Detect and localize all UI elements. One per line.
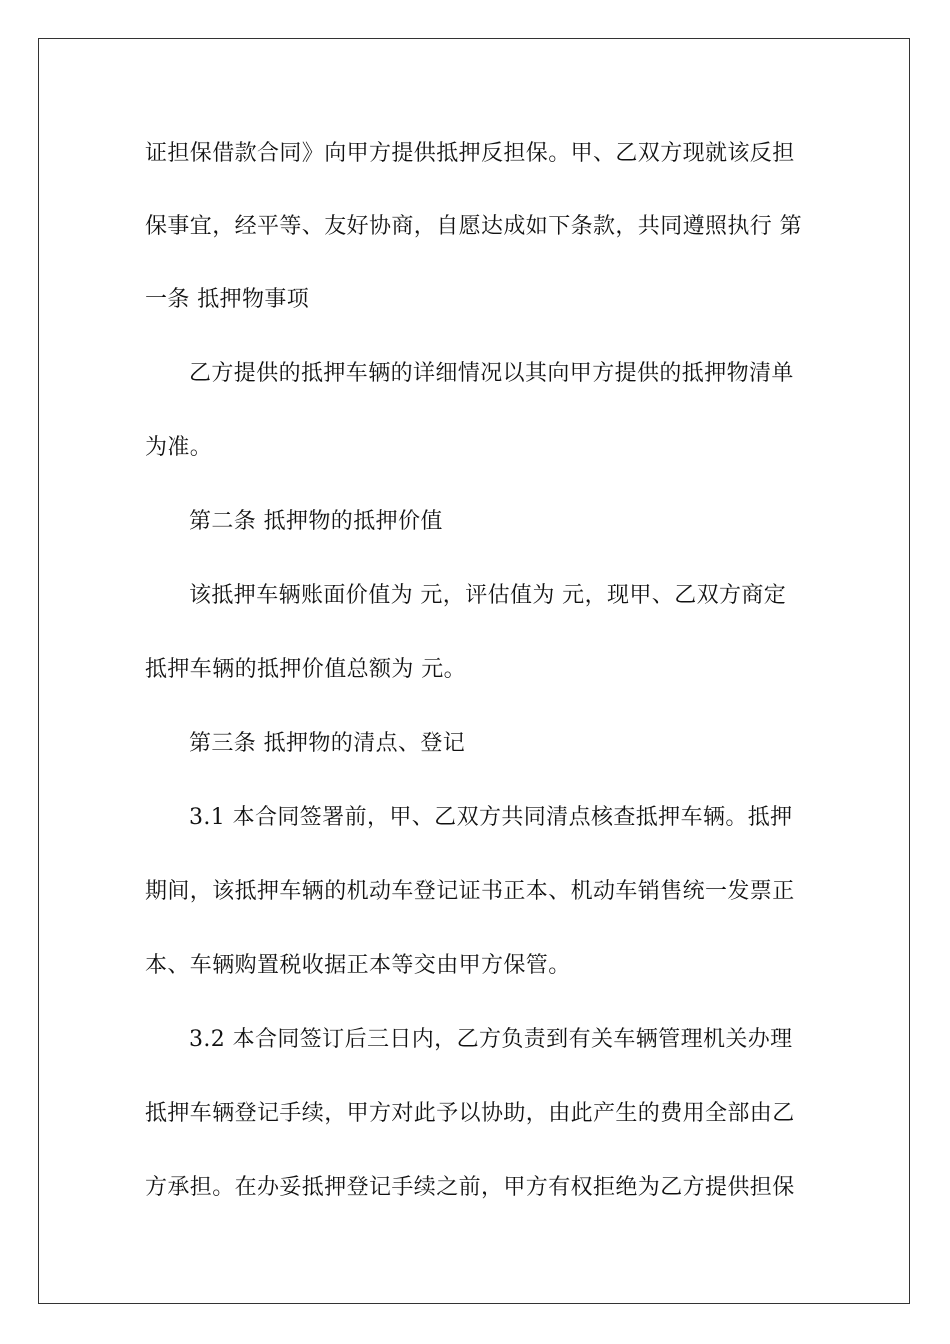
clause-3-1-line-1: 3.1 本合同签署前，甲、乙双方共同清点核查抵押车辆。抵押 [189,805,793,830]
text-line-4: 乙方提供的抵押车辆的详细情况以其向甲方提供的抵押物清单 [189,361,794,386]
clause-3-1-line-3: 本、车辆购置税收据正本等交由甲方保管。 [145,953,571,978]
article-2-heading: 第二条 抵押物的抵押价值 [189,509,443,534]
text-line-8: 抵押车辆的抵押价值总额为 元。 [145,657,466,682]
text-line-5: 为准。 [145,435,213,460]
text-line-7: 该抵押车辆账面价值为 元，评估值为 元，现甲、乙双方商定 [189,583,787,608]
article-1-heading: 一条 抵押物事项 [145,287,310,312]
clause-3-2-line-2: 抵押车辆登记手续，甲方对此予以协助，由此产生的费用全部由乙 [145,1101,795,1126]
text-line-2: 保事宜，经平等、友好协商，自愿达成如下条款，共同遵照执行 第 [145,214,802,239]
text-line-1: 证担保借款合同》向甲方提供抵押反担保。甲、乙双方现就该反担 [145,141,795,166]
clause-3-1-line-2: 期间，该抵押车辆的机动车登记证书正本、机动车销售统一发票正 [145,879,795,904]
article-3-heading: 第三条 抵押物的清点、登记 [189,731,466,756]
clause-3-2-line-3: 方承担。在办妥抵押登记手续之前，甲方有权拒绝为乙方提供担保 [145,1175,795,1200]
clause-3-2-line-1: 3.2 本合同签订后三日内，乙方负责到有关车辆管理机关办理 [189,1027,793,1052]
